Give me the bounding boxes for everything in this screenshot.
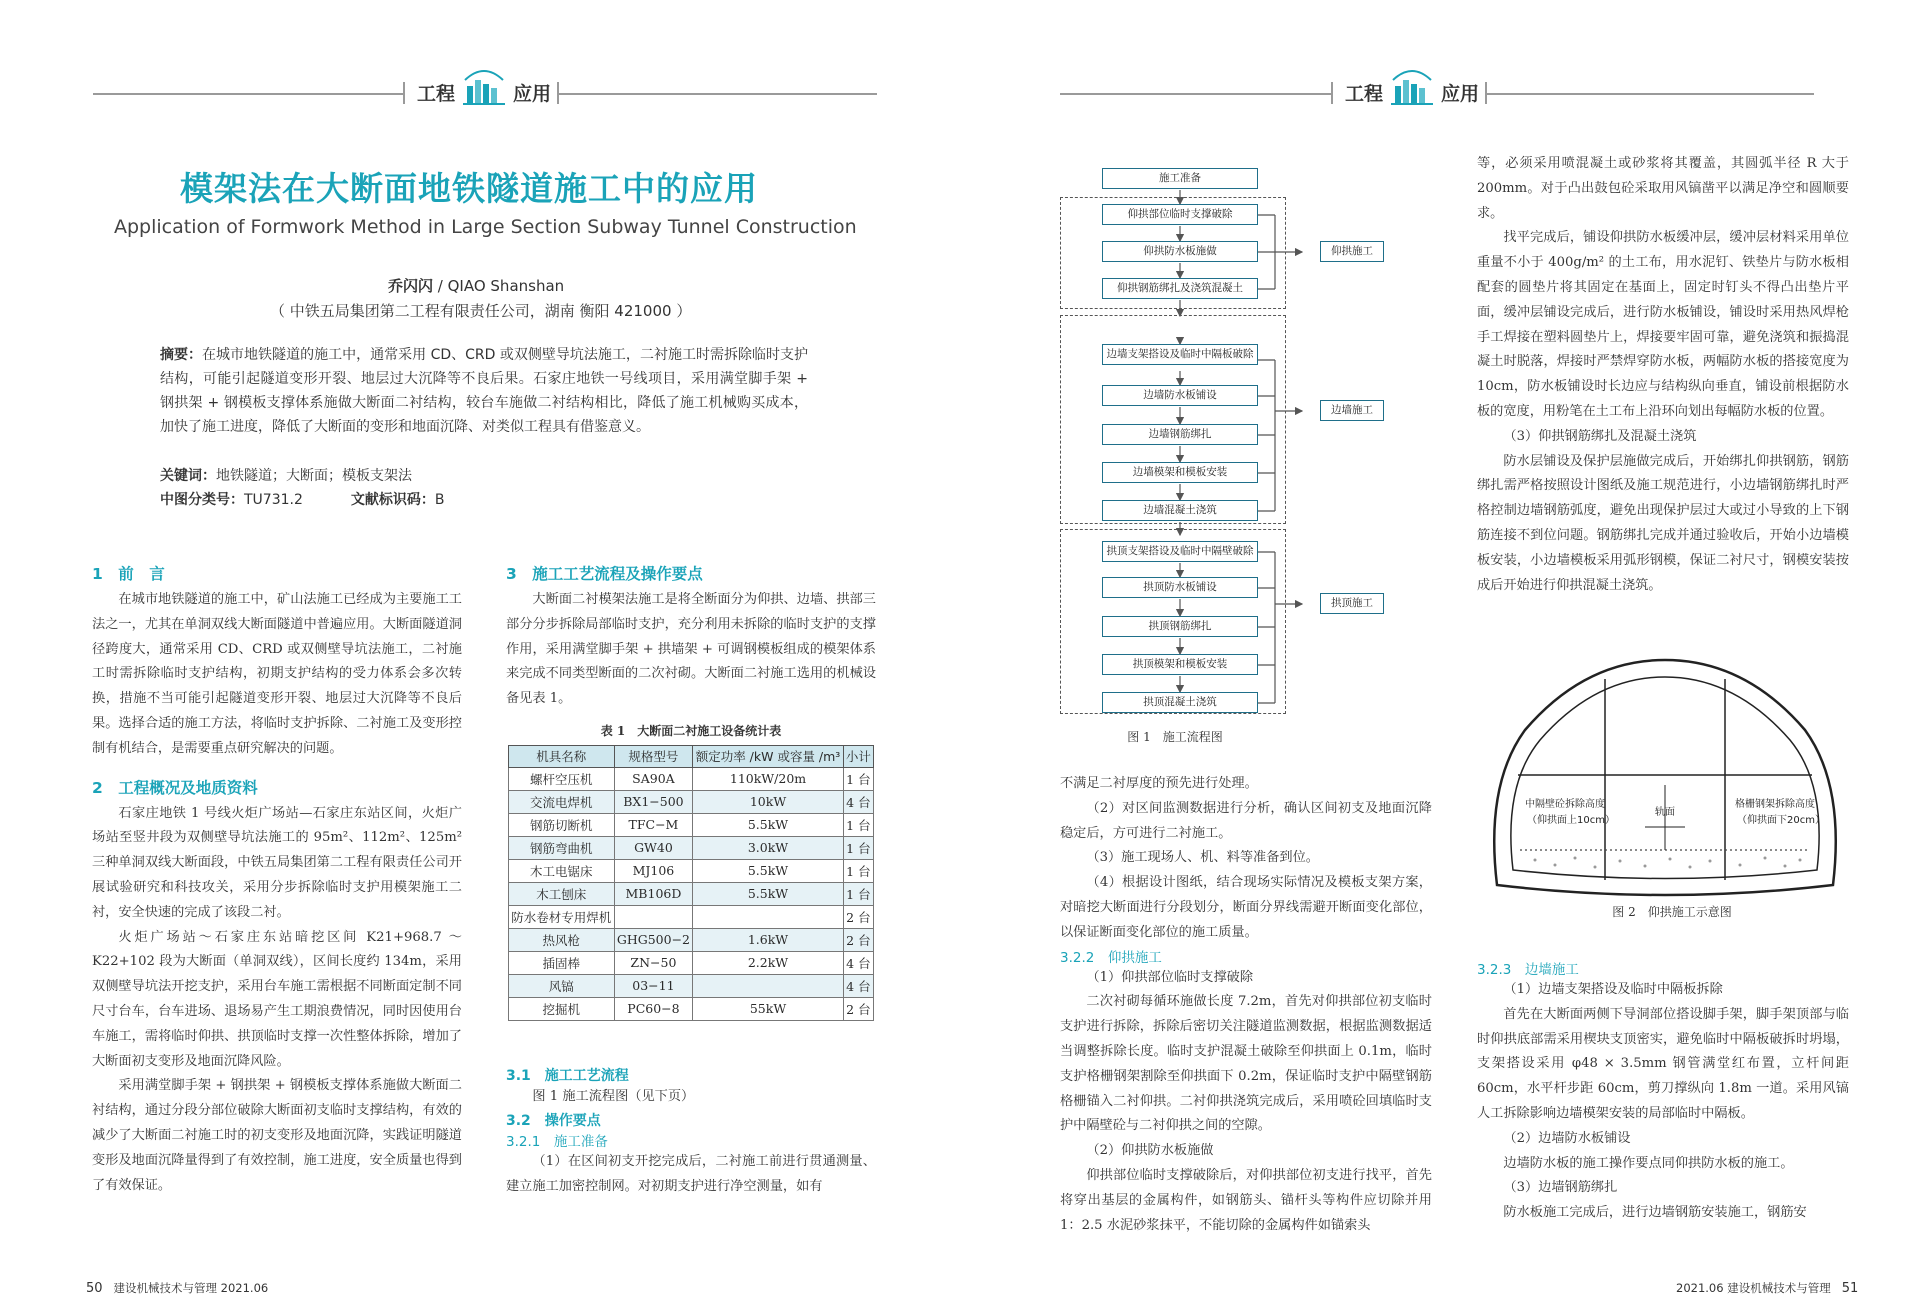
invert-step-3-heading: （3）仰拱钢筋绑扎及混凝土浇筑: [1503, 428, 1697, 444]
table-cell: ZN−50: [614, 951, 693, 974]
table-cell: 木工电锯床: [509, 859, 615, 882]
diagram-label-rail: 轨面: [1655, 807, 1675, 818]
article-title: 模架法在大断面地铁隧道施工中的应用: [180, 169, 758, 208]
table-cell: 螺杆空压机: [509, 767, 615, 790]
table-row: [509, 790, 874, 813]
flow-label-arch: 拱顶施工: [1320, 593, 1384, 614]
section-3-paragraph: 大断面二衬模架法施工是将全断面分为仰拱、边墙、拱部三部分分步拆除局部临时支护，充分利用未拆除的临时支护的支撑作用，采用满堂脚手架 + 拱墙架 + 可调钢模板组成的模架体系来完成不同类型断面的二次衬砌。大断面二衬施工选用的机械设备见表 1。: [506, 592, 876, 707]
table-cell: 防水卷材专用焊机: [509, 905, 615, 928]
section-1-paragraph: 在城市地铁隧道的施工中，矿山法施工已经成为主要施工工法之一，尤其在单洞双线大断面隧道中普遍应用。大断面隧道洞径跨度大，通常采用 CD、CRD 或双侧壁导坑法施工，二衬施工时需拆除临时支护结构，初期支护结构的受力体系会多次转换，措施不当可能引起隧道变形开裂、地层过大沉降等不良后果。选择合适的施工方法，将临时支护拆除、二衬施工及变形控制有机结合，是需要重点研究解决的问题。: [92, 592, 462, 756]
flow-step: 拱顶支架搭设及临时中隔壁破除: [1102, 541, 1258, 562]
prep-paragraph-3: （3）施工现场人、机、料等准备到位。: [1086, 850, 1319, 866]
table-cell: 10kW: [693, 790, 844, 813]
clc-label: 中图分类号：: [160, 492, 244, 508]
header-bar: [1331, 82, 1333, 104]
header-label-engineering: 工程: [417, 83, 456, 105]
table-cell: 挖掘机: [509, 997, 615, 1020]
sidewall-step-3-heading: （3）边墙钢筋绑扎: [1503, 1180, 1618, 1196]
table-cell: 1 台: [843, 836, 873, 859]
table-cell: 5.5kW: [693, 859, 844, 882]
table-header-cell: 机具名称: [509, 745, 615, 767]
table-cell: [693, 974, 844, 997]
abstract: [160, 343, 808, 439]
doc-code-label: 文献标识码：: [350, 492, 435, 508]
table-cell: 1 台: [843, 813, 873, 836]
table-cell: 2 台: [843, 905, 873, 928]
table-1-caption: 表 1 大断面二衬施工设备统计表: [600, 723, 782, 738]
article-subtitle: Application of Formwork Method in Large Section Subway Tunnel Construction: [114, 216, 857, 238]
table-cell: GW40: [614, 836, 693, 859]
page-number-left: 50: [86, 1281, 103, 1296]
table-cell: 钢筋弯曲机: [509, 836, 615, 859]
table-row: [509, 882, 874, 905]
table-cell: 1.6kW: [693, 928, 844, 951]
header-logo: [417, 66, 551, 106]
section-3-1-heading: 3.1 施工工艺流程: [506, 1067, 629, 1084]
table-cell: GHG500−2: [614, 928, 693, 951]
table-cell: 1 台: [843, 859, 873, 882]
sidewall-step-2-heading: （2）边墙防水板铺设: [1503, 1130, 1631, 1146]
prep-paragraph-4: （4）根据设计图纸，结合现场实际情况及模板支架方案，对暗挖大断面进行分段划分，断面分界线需避开断面变化部位，以保证断面变化部位的施工质量。: [1060, 875, 1432, 940]
section-2-paragraph-1: 石家庄地铁 1 号线火炬广场站—石家庄东站区间，火炬广场站至竖井段为双侧壁导坑法施工的 95m²、112m²、125m² 三种单洞双线大断面段，中铁五局集团第二工程有限责任公司开展试验研究和科技攻关，采用分步拆除临时支护用模架施工二衬，安全快速的完成了该段二衬。: [92, 805, 462, 920]
table-header-cell: 额定功率 /kW 或容量 /m³: [693, 745, 844, 767]
prep-paragraph-continued: 不满足二衬厚度的预先进行处理。: [1060, 776, 1258, 791]
diagram-label-left-1: 中隔壁砼拆除高度: [1525, 799, 1605, 810]
table-cell: 55kW: [693, 997, 844, 1020]
equipment-table: [508, 745, 874, 1021]
abstract-label: 摘要：: [160, 347, 203, 363]
table-cell: MJ106: [614, 859, 693, 882]
flow-step: 仰拱部位临时支撑破除: [1102, 204, 1258, 225]
table-cell: BX1−500: [614, 790, 693, 813]
table-row: [509, 928, 874, 951]
flow-step: 边墙防水板铺设: [1102, 385, 1258, 406]
table-row: [509, 859, 874, 882]
table-cell: 2 台: [843, 997, 873, 1020]
invert-step-1-heading: （1）仰拱部位临时支撑破除: [1086, 969, 1254, 985]
column-1: [92, 562, 462, 1198]
right-page: [960, 0, 1920, 1303]
invert-step-2-paragraph: 仰拱部位临时支撑破除后，对仰拱部位初支进行找平，首先将穿出基层的金属构件，如钢筋头、锚杆头等构件应切除并用 1：2.5 水泥砂浆抹平，不能切除的金属构件如锚索头: [1060, 1167, 1432, 1233]
journal-name-right: 2021.06 建设机械技术与管理: [1676, 1281, 1831, 1295]
table-cell: [614, 905, 693, 928]
flow-step: 仰拱防水板施做: [1102, 241, 1258, 262]
table-cell: 4 台: [843, 951, 873, 974]
journal-name-left: 建设机械技术与管理 2021.06: [113, 1281, 269, 1295]
section-3-heading: 3 施工工艺流程及操作要点: [506, 565, 703, 583]
table-cell: [693, 905, 844, 928]
table-cell: 5.5kW: [693, 813, 844, 836]
section-3-2-2-heading: 3.2.2 仰拱施工: [1060, 949, 1162, 966]
diagram-label-right-2: （仰拱面下20cm）: [1737, 815, 1825, 826]
page-number-right: 51: [1841, 1281, 1859, 1296]
table-cell: 110kW/20m: [693, 767, 844, 790]
header-logo: [1345, 66, 1479, 106]
flow-step: 边墙钢筋绑扎: [1102, 424, 1258, 445]
flow-step: 拱顶防水板铺设: [1102, 577, 1258, 598]
header-rule-right: [1487, 93, 1814, 95]
table-cell: 3.0kW: [693, 836, 844, 859]
figure-2-caption: 图 2 仰拱施工示意图: [1612, 905, 1732, 919]
table-cell: 1 台: [843, 767, 873, 790]
diagram-label-right-1: 格栅钢架拆除高度: [1735, 799, 1815, 810]
table-cell: 2 台: [843, 928, 873, 951]
table-header-cell: 小计: [843, 745, 873, 767]
table-cell: TFC−M: [614, 813, 693, 836]
table-body: [509, 767, 874, 1020]
flow-step: 边墙混凝土浇筑: [1102, 500, 1258, 521]
sidewall-step-1-heading: （1）边墙支架搭设及临时中隔板拆除: [1503, 982, 1723, 997]
tunnel-diagram: [1485, 655, 1845, 900]
building-logo-icon: [459, 66, 509, 106]
section-3-1-paragraph: 图 1 施工流程图（见下页）: [532, 1088, 695, 1104]
flowchart-figure: [1060, 160, 1440, 720]
keywords: [160, 464, 808, 488]
table-cell: 5.5kW: [693, 882, 844, 905]
table-cell: 热风枪: [509, 928, 615, 951]
table-cell: 2.2kW: [693, 951, 844, 974]
header-label-application: 应用: [1441, 83, 1480, 105]
invert-waterproof-paragraph: 找平完成后，铺设仰拱防水板缓冲层，缓冲层材料采用单位重量不小于 400g/m² 的土工布，用水泥钉、铁垫片与防水板相配套的圆垫片将其固定在基面上，固定时钉头不得凸出垫片平面，缓冲层铺设完成后，进行防水板铺设，铺设时采用热风焊枪手工焊接在塑料圆垫片上，焊接要牢固可靠，避免浇筑和振捣混凝土时脱落，焊接时严禁焊穿防水板，两幅防水板的搭接宽度为 10cm，防水板铺设时长边应与结构纵向垂直，铺设前根据防水板的宽度，用粉笔在土工布上沿环向划出每幅防水板的位置。: [1477, 230, 1849, 419]
table-row: [509, 905, 874, 928]
section-1-heading: 1 前 言: [92, 565, 165, 583]
header-label-application: 应用: [513, 83, 552, 105]
table-row: [509, 813, 874, 836]
table-row: [509, 974, 874, 997]
flow-step: 拱顶钢筋绑扎: [1102, 616, 1258, 637]
table-row: [509, 951, 874, 974]
section-3-2-1-paragraph: （1）在区间初支开挖完成后，二衬施工前进行贯通测量、建立施工加密控制网。对初期支护进行净空测量，如有: [506, 1153, 876, 1194]
table-row: [509, 836, 874, 859]
header-rule-right: [559, 93, 877, 95]
sidewall-step-3-paragraph: 防水板施工完成后，进行边墙钢筋安装施工，钢筋安: [1503, 1205, 1807, 1221]
flow-step: 拱顶模架和模板安装: [1102, 654, 1258, 675]
flow-step: 边墙模架和模板安装: [1102, 462, 1258, 483]
doc-code-value: B: [434, 492, 445, 508]
building-logo-icon: [1387, 66, 1437, 106]
column-2: [506, 562, 876, 1199]
table-cell: 风镐: [509, 974, 615, 997]
classification: [160, 488, 808, 512]
footer-left: [86, 1280, 268, 1296]
invert-step-1-paragraph: 二次衬砌每循环施做长度 7.2m，首先对仰拱部位初支临时支护进行拆除，拆除后密切关注隧道监测数据，根据监测数据适当调整拆除长度。临时支护混凝土破除至仰拱面上 0.1m，临时支护格栅钢架割除至仰拱面下 0.2m，保证临时支护中隔壁钢筋格栅锚入二衬仰拱。二衬仰拱浇筑完成后，采用喷砼回填临时支护中隔壁砼与二衬仰拱之间的空隙。: [1060, 994, 1432, 1134]
table-cell: 4 台: [843, 790, 873, 813]
flow-step: 拱顶混凝土浇筑: [1102, 692, 1258, 713]
table-cell: PC60−8: [614, 997, 693, 1020]
author-separator: /: [433, 277, 448, 295]
table-cell: SA90A: [614, 767, 693, 790]
author-en: QIAO Shanshan: [447, 277, 565, 295]
table-header-row: [509, 745, 874, 767]
invert-step-2-continued: 等，必须采用喷混凝土或砂浆将其覆盖，其圆弧半径 R 大于 200mm。对于凸出鼓包砼采取用风镐凿平以满足净空和圆顺要求。: [1477, 156, 1849, 221]
column-4-top: [1477, 152, 1849, 598]
flow-label-sidewall: 边墙施工: [1320, 400, 1384, 421]
flow-step: 边墙支架搭设及临时中隔板破除: [1102, 344, 1258, 365]
section-2-paragraph-2: 火炬广场站～石家庄东站暗挖区间 K21+968.7 ～ K22+102 段为大断面（单洞双线），区间长度约 134m，采用双侧壁导坑法开挖支护，采用台车施工需根据不同断面定制不同尺寸台车，台车进场、退场易产生工期浪费情况，同时因使用台车施工，需将临时仰拱、拱顶临时支撑一次性整体拆除，增加了大断面初支变形及地面沉降风险。: [92, 929, 462, 1069]
clc-value: TU731.2: [244, 492, 303, 508]
diagram-label-left-2: （仰拱面上10cm）: [1527, 815, 1615, 826]
figure-1-caption: 图 1 施工流程图: [1127, 730, 1223, 744]
keywords-text: 地铁隧道；大断面；模板支架法: [216, 468, 412, 484]
affiliation: （ 中铁五局集团第二工程有限责任公司，湖南 衡阳 421000 ）: [270, 302, 692, 320]
footer-right: [1676, 1280, 1858, 1296]
table-cell: MB106D: [614, 882, 693, 905]
abstract-text: 在城市地铁隧道的施工中，通常采用 CD、CRD 或双侧壁导坑法施工，二衬施工时需拆除临时支护结构，可能引起隧道变形开裂、地层过大沉降等不良后果。石家庄地铁一号线项目，采用满堂脚手架 + 钢拱架 + 钢模板支撑体系施做大断面二衬结构，较台车施做二衬结构相比，降低了施工机械购买成本，加快了施工进度，降低了大断面的变形和地面沉降、对类似工程具有借鉴意义。: [160, 347, 809, 435]
section-3-2-heading: 3.2 操作要点: [506, 1112, 601, 1129]
column-3: [1060, 772, 1432, 1238]
author-cn: 乔闪闪: [388, 277, 434, 295]
table-cell: 交流电焊机: [509, 790, 615, 813]
flow-step-start: 施工准备: [1102, 168, 1258, 189]
table-cell: 木工刨床: [509, 882, 615, 905]
header-bar: [403, 82, 405, 104]
invert-step-3-paragraph: 防水层铺设及保护层施做完成后，开始绑扎仰拱钢筋，钢筋绑扎需严格按照设计图纸及施工规范进行，小边墙钢筋绑扎时严格控制边墙钢筋弧度，避免出现保护层过大或过小导致的上下钢筋连接不到位问题。钢筋绑扎完成并通过验收后，开始小边墙模板安装，小边墙模板采用弧形钢模，保证二衬尺寸，钢模安装按成后开始进行仰拱混凝土浇筑。: [1477, 453, 1849, 593]
section-2-heading: 2 工程概况及地质资料: [92, 778, 258, 797]
table-cell: 1 台: [843, 882, 873, 905]
table-row: [509, 767, 874, 790]
concrete-fill: [1534, 857, 1802, 869]
header-rule-left: [1060, 93, 1331, 95]
sidewall-step-1-paragraph: 首先在大断面两侧下导洞部位搭设脚手架，脚手架顶部与临时仰拱底部需采用楔块支顶密实，避免临时中隔板破拆时坍塌，支架搭设采用 φ48 × 3.5mm 钢管满堂红布置，立杆间距 60cm，水平杆步距 60cm，剪刀撑纵向 1.8m 一道。采用风镐人工拆除影响边墙模架安装的局部临时中隔板。: [1477, 1006, 1849, 1121]
flow-label-invert: 仰拱施工: [1320, 241, 1384, 262]
table-header-cell: 规格型号: [614, 745, 693, 767]
header-rule-left: [93, 93, 403, 95]
sidewall-step-2-paragraph: 边墙防水板的施工操作要点同仰拱防水板的施工。: [1503, 1155, 1794, 1171]
author-line: [388, 275, 564, 296]
section-2-paragraph-3: 采用满堂脚手架 + 钢拱架 + 钢模板支撑体系施做大断面二衬结构，通过分段分部位破除大断面初支临时支撑结构，有效的减少了大断面二衬施工时的初支变形及地面沉降，实践证明隧道变形及地面沉降量得到了有效控制，施工进度，安全质量也得到了有效保证。: [92, 1078, 462, 1193]
table-cell: 插固棒: [509, 951, 615, 974]
column-4-bottom: [1477, 958, 1849, 1226]
flow-step: 仰拱钢筋绑扎及浇筑混凝土: [1102, 278, 1258, 299]
table-cell: 钢筋切断机: [509, 813, 615, 836]
table-cell: 03−11: [614, 974, 693, 997]
invert-step-2-heading: （2）仰拱防水板施做: [1086, 1143, 1214, 1159]
section-3-2-3-heading: 3.2.3 边墙施工: [1477, 962, 1579, 978]
header-label-engineering: 工程: [1345, 83, 1384, 105]
keywords-label: 关键词：: [160, 468, 216, 484]
prep-paragraph-2: （2）对区间监测数据进行分析，确认区间初支及地面沉降稳定后，方可进行二衬施工。: [1060, 800, 1432, 841]
section-3-2-1-heading: 3.2.1 施工准备: [506, 1133, 608, 1150]
table-cell: 4 台: [843, 974, 873, 997]
table-row: [509, 997, 874, 1020]
